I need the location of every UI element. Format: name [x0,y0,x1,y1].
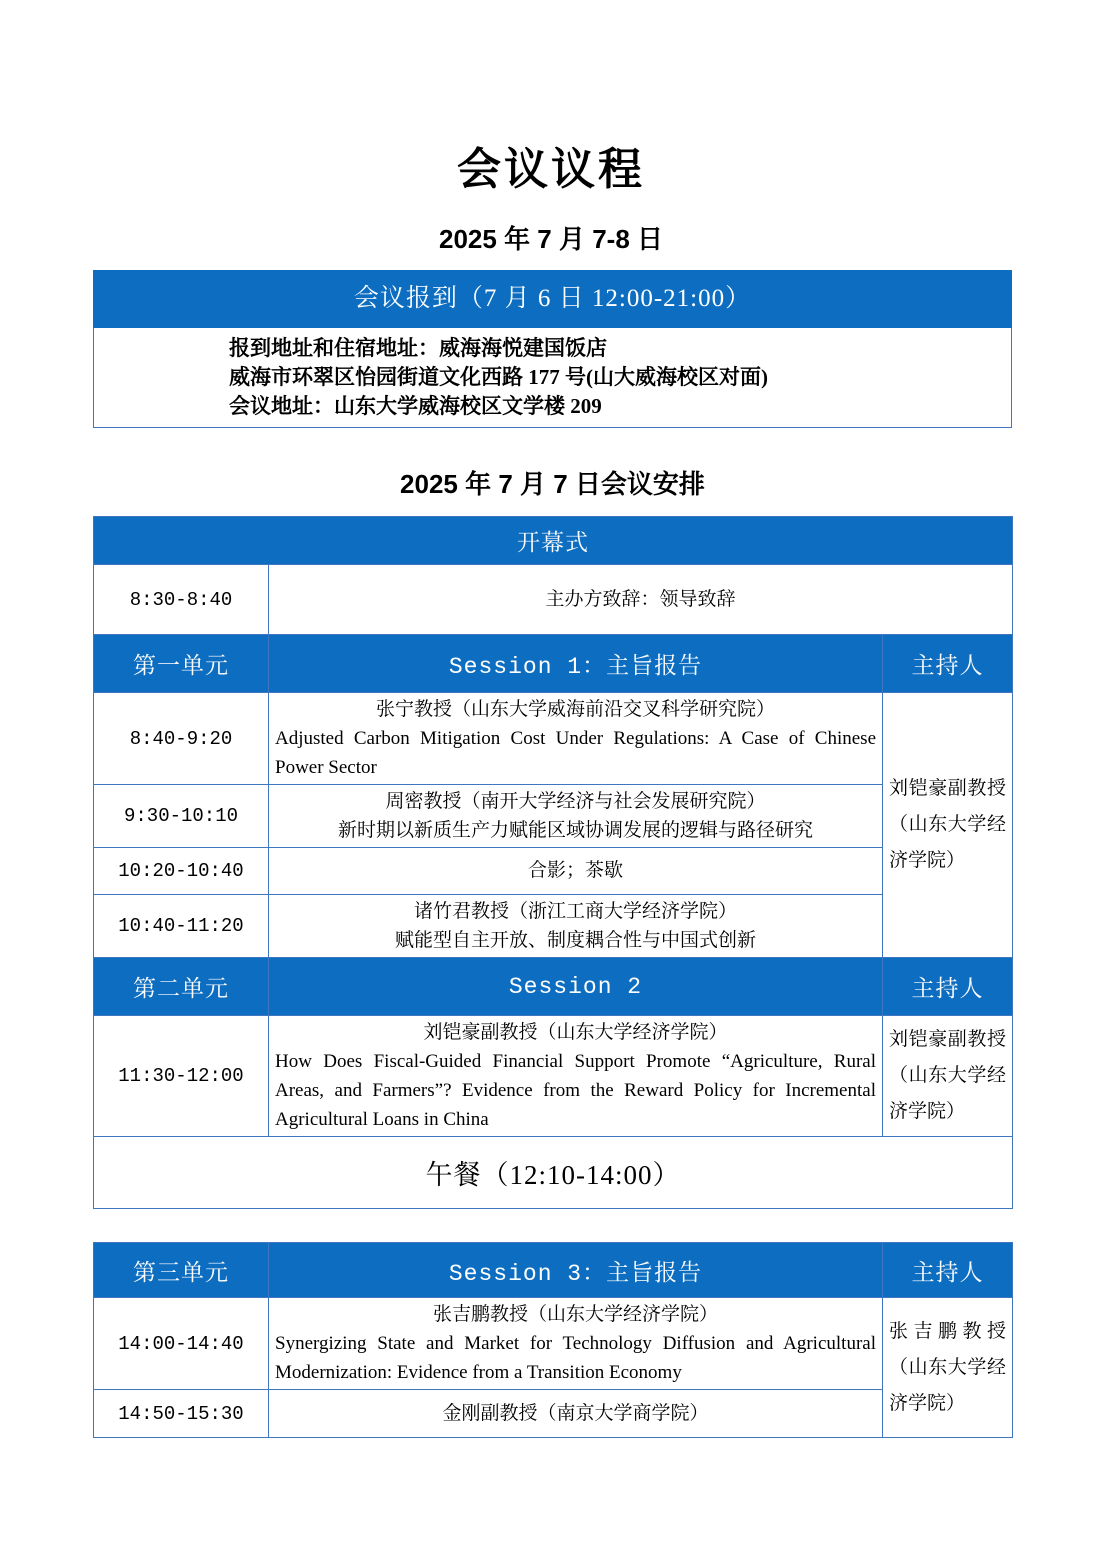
paper-title-cn: 新时期以新质生产力赋能区域协调发展的逻辑与路径研究 [337,820,813,841]
time-cell: 11:30-12:00 [94,1016,269,1137]
session-1-header-row [94,635,1013,693]
session-3-host-label: 主持人 [883,1243,1013,1298]
day1-agenda-table [93,516,1013,1209]
talk-cell [269,895,883,958]
address-line-street: 威海市环翠区怡园街道文化西路 177 号(山大威海校区对面) [229,365,768,389]
session-1-row-2 [94,785,1013,848]
session-1-host-cell: 刘铠豪副教授（山东大学经济学院） [883,693,1013,958]
lunch-cell: 午餐（12:10-14:00） [94,1137,1013,1209]
session-1-row-1 [94,693,1013,785]
session-2-header-row [94,958,1013,1016]
opening-row [94,565,1013,635]
session-3-row-1 [94,1298,1013,1390]
time-cell: 10:20-10:40 [94,848,269,895]
talk-cell [269,1016,883,1137]
lunch-row [94,1137,1013,1209]
opening-content-cell: 主办方致辞：领导致辞 [269,565,1013,635]
talk-cell [269,785,883,848]
speaker-line: 刘铠豪副教授（山东大学经济学院） [423,1022,728,1043]
registration-banner: 会议报到（7 月 6 日 12:00-21:00） [93,270,1012,328]
session-1-host-label: 主持人 [883,635,1013,693]
speaker-line: 张吉鹏教授（山东大学经济学院） [432,1304,718,1325]
session-2-host-label: 主持人 [883,958,1013,1016]
session-3-agenda-table [93,1242,1013,1438]
paper-title-en: Synergizing State and Market for Technology Diffusion and Agricultural Modernization: Evidence from a Transition Economy [275,1333,876,1383]
time-cell: 10:40-11:20 [94,895,269,958]
paper-title-en: How Does Fiscal-Guided Financial Support Promote “Agriculture, Rural Areas, and Farmers”? Evidence from the Reward Policy for Incremental Agricultural Loans in China [275,1051,876,1130]
break-row [94,848,1013,895]
session-1-title: Session 1：主旨报告 [269,635,883,693]
time-cell-opening: 8:30-8:40 [94,565,269,635]
registration-address-box [93,328,1012,428]
speaker-only-cell: 金刚副教授（南京大学商学院） [269,1390,883,1438]
unit-2-label: 第二单元 [94,958,269,1016]
session-1-row-3 [94,895,1013,958]
page-title: 会议议程 [457,145,645,194]
time-cell: 8:40-9:20 [94,693,269,785]
speaker-line: 诸竹君教授（浙江工商大学经济学院） [413,901,737,922]
opening-ceremony-header: 开幕式 [94,517,1013,565]
unit-1-label: 第一单元 [94,635,269,693]
opening-ceremony-header-row [94,517,1013,565]
session-2-host-cell: 刘铠豪副教授（山东大学经济学院） [883,1016,1013,1137]
session-3-header-row [94,1243,1013,1298]
session-2-title: Session 2 [269,958,883,1016]
session-3-row-2 [94,1390,1013,1438]
session-2-row-1 [94,1016,1013,1137]
content-area [93,270,1012,1438]
address-line-venue: 会议地址：山东大学威海校区文学楼 209 [229,394,602,418]
speaker-line: 周密教授（南开大学经济与社会发展研究院） [385,791,766,812]
paper-title-en: Adjusted Carbon Mitigation Cost Under Regulations: A Case of Chinese Power Sector [275,728,876,778]
session-3-host-cell: 张吉鹏教授（山东大学经济学院） [883,1298,1013,1438]
time-cell: 14:50-15:30 [94,1390,269,1438]
speaker-line: 张宁教授（山东大学威海前沿交叉科学研究院） [375,699,775,720]
time-cell: 9:30-10:10 [94,785,269,848]
conference-dates: 2025 年 7 月 7-8 日 [439,224,663,254]
paper-title-cn: 赋能型自主开放、制度耦合性与中国式创新 [394,930,756,951]
time-cell: 14:00-14:40 [94,1298,269,1390]
talk-cell [269,1298,883,1390]
talk-cell [269,693,883,785]
address-line-checkin: 报到地址和住宿地址：威海海悦建国饭店 [229,336,607,360]
day1-schedule-title: 2025 年 7 月 7 日会议安排 [400,469,705,499]
unit-3-label: 第三单元 [94,1243,269,1298]
session-3-title: Session 3：主旨报告 [269,1243,883,1298]
break-activity-cell: 合影；茶歇 [269,848,883,895]
